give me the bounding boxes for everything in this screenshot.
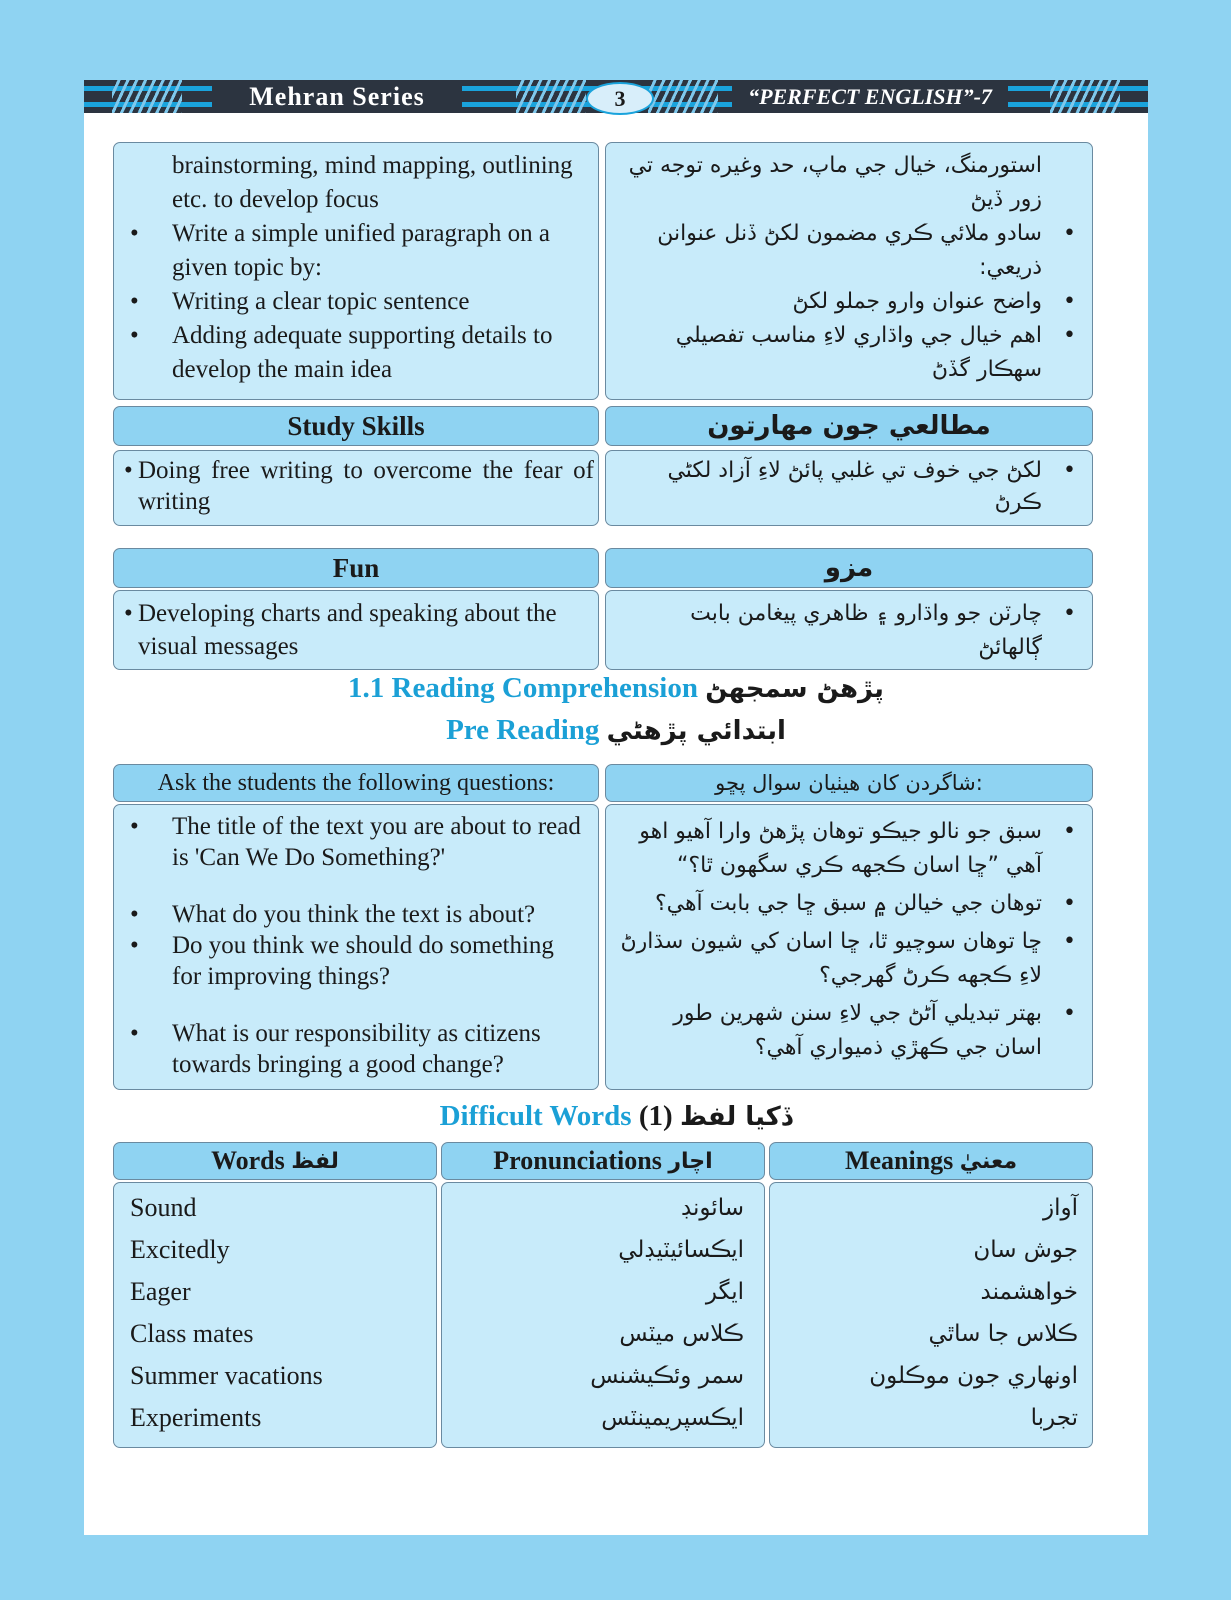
list-item: استورمنگ، خيال جي ماپ، حد وغيره توجه تي زور ڏيڻ bbox=[628, 153, 1042, 212]
table-cell-word: Experiments bbox=[130, 1403, 262, 1432]
fun-heading: Fun bbox=[113, 548, 599, 588]
study-skills-heading: Study Skills bbox=[113, 406, 599, 446]
study-skills-text-sindhi: لکڻ جي خوف تي غلبي پائڻ لاءِ آزاد لکڻي ڪرڻ bbox=[667, 458, 1042, 515]
book-title: “PERFECT ENGLISH”-7 bbox=[732, 80, 1008, 113]
table-cell-meaning: ڪلاس جا ساٿي bbox=[928, 1321, 1078, 1347]
questions-list-english bbox=[114, 811, 588, 1080]
difficult-words-title bbox=[84, 1100, 1148, 1133]
table-cell-word: Sound bbox=[130, 1193, 197, 1222]
difficult-words-number: (1) bbox=[638, 1100, 673, 1132]
table-cell-meaning: آواز bbox=[1043, 1195, 1078, 1221]
table-cell-word: Eager bbox=[130, 1277, 191, 1306]
table-cell-meaning: تجربا bbox=[1030, 1405, 1078, 1431]
table-cell-pron: ايڪسپريمينٽس bbox=[601, 1405, 744, 1431]
list-item: • What is our responsibility as citizens towards bringing a good change? bbox=[114, 1018, 588, 1080]
table-cell-pron: سائونڊ bbox=[680, 1195, 744, 1221]
col-words-ur: لفظ bbox=[291, 1148, 339, 1174]
reading-comprehension-title bbox=[84, 672, 1148, 705]
table-cell-meaning: جوش سان bbox=[973, 1237, 1078, 1263]
list-item: • ڇا توهان سوچيو ٿا، ڇا اسان کي شيون سڌارڻ لاءِ ڪجهه ڪرڻ گهرجي؟ bbox=[620, 925, 1092, 993]
series-title: Mehran Series bbox=[212, 80, 462, 113]
pronunciations-list bbox=[442, 1187, 744, 1439]
table-cell-pron: ايگر bbox=[705, 1279, 744, 1305]
col-pron-en: Pronunciations bbox=[493, 1146, 662, 1175]
words-list bbox=[130, 1187, 436, 1439]
meanings-list bbox=[770, 1187, 1078, 1439]
list-item: • واضح عنوان وارو جملو لکڻ bbox=[626, 285, 1092, 319]
col-mean-heading bbox=[769, 1142, 1093, 1180]
writing-box-english bbox=[113, 142, 599, 400]
fun-text-sindhi: چارٽن جو واڌارو ۽ ظاهري پيغامن بابت ڳالهائڻ bbox=[690, 601, 1042, 660]
list-item: • سادو ملائي ڪري مضمون لکڻ ڏنل عنوانن ذريعي: bbox=[626, 217, 1092, 285]
hatch-decoration bbox=[1050, 80, 1120, 113]
pre-reading-en: Pre Reading bbox=[446, 714, 600, 746]
study-skills-text: Doing free writing to overcome the fear of writing bbox=[138, 457, 594, 515]
table-cell-pron: ايڪسائيٽيڊلي bbox=[618, 1237, 744, 1263]
col-words-en: Words bbox=[211, 1146, 285, 1175]
list-item: • سبق جو نالو جيڪو توهان پڙهڻ وارا آهيو اهو آهي ”ڇا اسان ڪجهه ڪري سگهون ٿا؟“ bbox=[620, 815, 1092, 883]
study-skills-heading-sindhi: مطالعي جون مهارتون bbox=[605, 406, 1093, 446]
col-mean-en: Meanings bbox=[844, 1146, 954, 1175]
hatch-decoration bbox=[112, 80, 182, 113]
table-cell-word: Excitedly bbox=[130, 1235, 230, 1264]
list-item: • بهتر تبديلي آڻڻ جي لاءِ سنن شهرين طور اسان جي ڪهڙي ذميواري آهي؟ bbox=[620, 997, 1092, 1065]
hatch-decoration bbox=[516, 80, 586, 113]
page bbox=[84, 80, 1148, 1535]
col-pron-heading bbox=[441, 1142, 765, 1180]
fun-heading-sindhi: مزو bbox=[605, 548, 1093, 588]
table-cell-meaning: اونهاري جون موڪلون bbox=[869, 1363, 1078, 1389]
page-number: 3 bbox=[586, 82, 654, 115]
fun-sindhi: • چارٽن جو واڌارو ۽ ظاهري پيغامن بابت ڳالهائڻ bbox=[605, 590, 1093, 670]
reading-title-ur: پڙهڻ سمجهڻ bbox=[705, 674, 884, 704]
list-item: • Adding adequate supporting details to develop the main idea bbox=[114, 319, 574, 387]
col-pron-ur: اچار bbox=[668, 1148, 713, 1174]
words-column bbox=[113, 1182, 437, 1448]
list-item: • The title of the text you are about to read is 'Can We Do Something?' bbox=[114, 811, 588, 873]
pronunciations-column bbox=[441, 1182, 765, 1448]
list-item: • Do you think we should do something for improving things? bbox=[114, 930, 588, 992]
difficult-words-en: Difficult Words bbox=[439, 1100, 632, 1132]
questions-heading: Ask the students the following questions: bbox=[113, 764, 599, 802]
reading-title-en: 1.1 Reading Comprehension bbox=[348, 672, 698, 704]
pre-reading-ur: ابتدائي پڙهڻي bbox=[606, 716, 786, 746]
list-item: • توهان جي خيالن ۾ سبق ڇا جي بابت آهي؟ bbox=[620, 887, 1092, 921]
list-item: brainstorming, mind mapping, outlining etc. to develop focus bbox=[172, 152, 573, 213]
questions-heading-sindhi: شاگردن کان هيٺيان سوال پڇو: bbox=[605, 764, 1093, 802]
writing-list-english bbox=[114, 149, 574, 387]
pre-reading-title bbox=[84, 714, 1148, 747]
header-band bbox=[84, 80, 1148, 113]
difficult-words-ur: ڏکيا لفظ bbox=[679, 1102, 793, 1132]
list-item: • اهم خيال جي واڌاري لاءِ مناسب تفصيلي سهڪار گڏڻ bbox=[626, 319, 1092, 387]
study-skills-english: • Doing free writing to overcome the fear of writing bbox=[113, 450, 599, 526]
fun-text: Developing charts and speaking about the visual messages bbox=[138, 600, 557, 660]
col-words-heading bbox=[113, 1142, 437, 1180]
table-cell-pron: سمر وئڪيشنس bbox=[590, 1363, 744, 1389]
hatch-decoration bbox=[648, 80, 718, 113]
table-cell-word: Summer vacations bbox=[130, 1361, 323, 1390]
writing-list-sindhi bbox=[626, 149, 1092, 387]
table-cell-word: Class mates bbox=[130, 1319, 254, 1348]
study-skills-sindhi: • لکڻ جي خوف تي غلبي پائڻ لاءِ آزاد لکڻي ڪرڻ bbox=[605, 450, 1093, 526]
fun-english: • Developing charts and speaking about the visual messages bbox=[113, 590, 599, 670]
col-mean-ur: معنيٰ bbox=[959, 1148, 1018, 1174]
questions-list-sindhi bbox=[620, 815, 1092, 1065]
writing-box-sindhi bbox=[605, 142, 1093, 400]
questions-sindhi bbox=[605, 804, 1093, 1090]
list-item: • Write a simple unified paragraph on a given topic by: bbox=[114, 217, 574, 285]
meanings-column bbox=[769, 1182, 1093, 1448]
table-cell-meaning: خواهشمند bbox=[980, 1279, 1078, 1305]
questions-english bbox=[113, 804, 599, 1090]
table-cell-pron: ڪلاس ميٽس bbox=[619, 1321, 744, 1347]
list-item: • Writing a clear topic sentence bbox=[114, 285, 574, 319]
list-item: • What do you think the text is about? bbox=[114, 899, 588, 930]
